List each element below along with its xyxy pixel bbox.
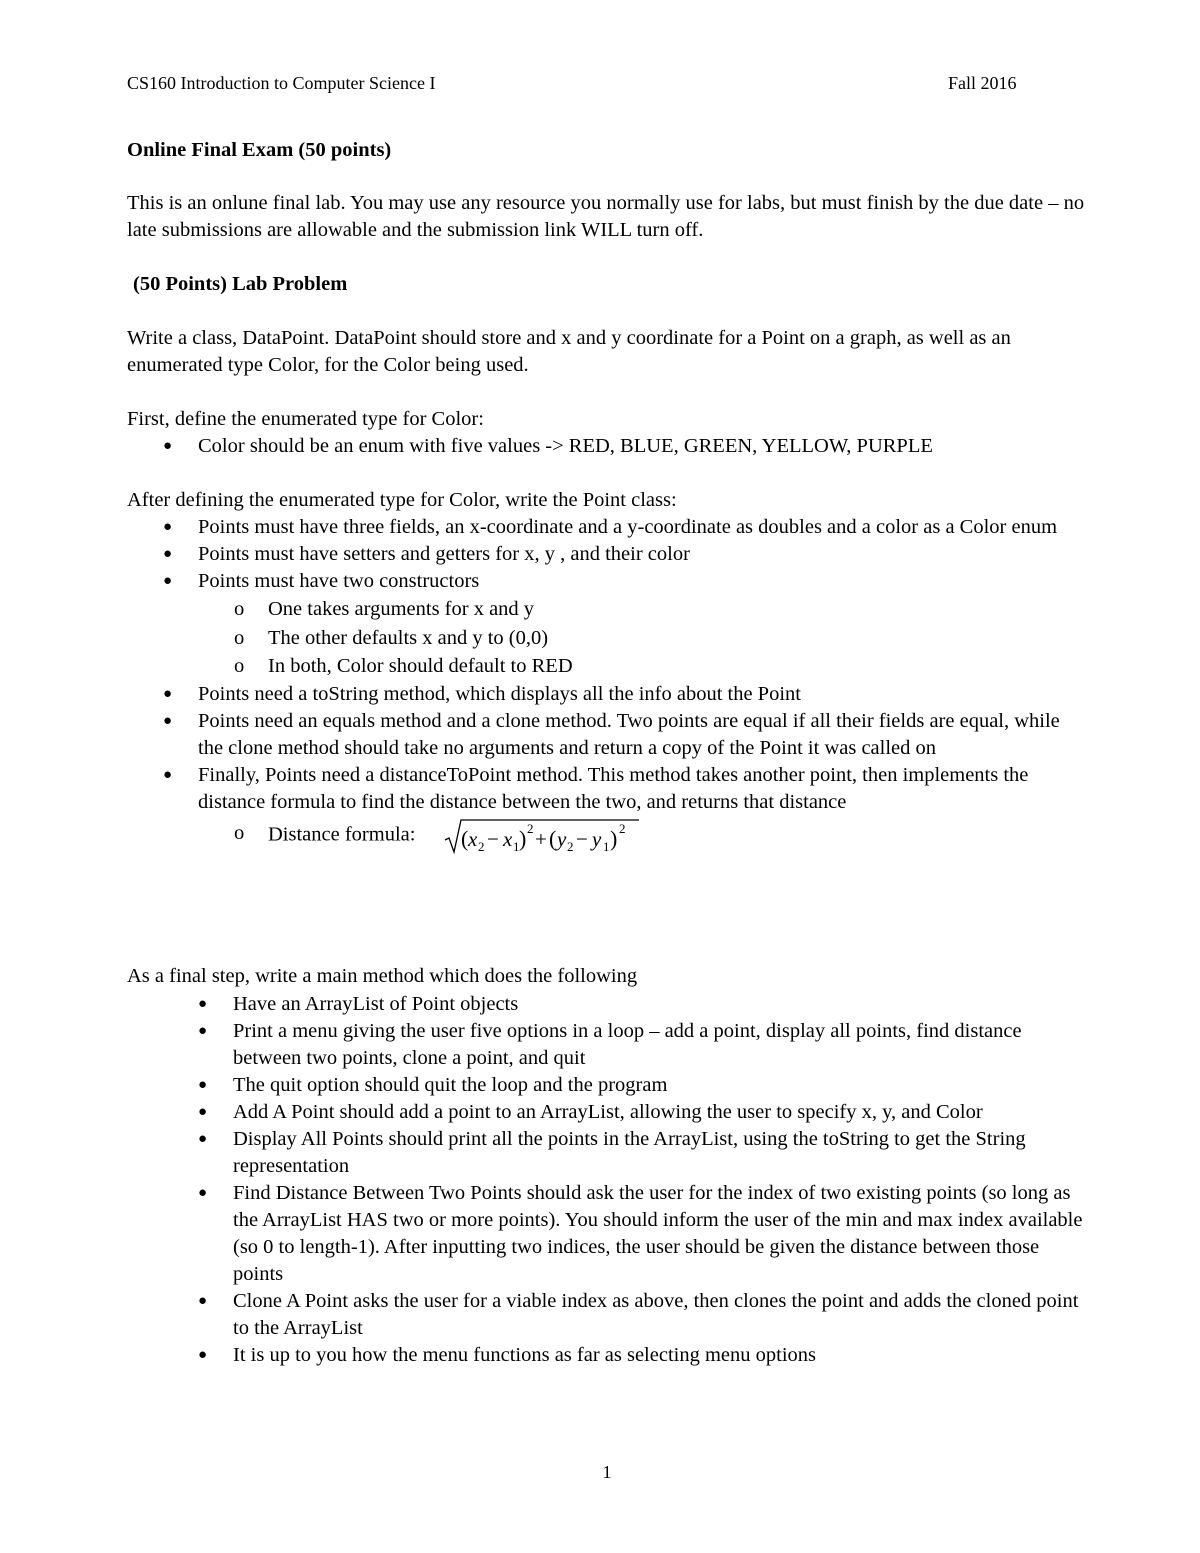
list-item: ● Points must have two constructors [127, 568, 1072, 595]
bullet-icon: ● [198, 1347, 208, 1363]
bullet-icon: ● [198, 1293, 208, 1309]
svg-text:1: 1 [602, 838, 610, 854]
point-requirements-list [127, 514, 1072, 856]
intro-paragraph: This is an onlune final lab. You may use any resource you normally use for labs, but must finish by the due date – no late submissions are allowable and the submission link WILL turn off. [127, 192, 1085, 241]
list-item: ● Display All Points should print all the points in the ArrayList, using the toString to get the String representation [198, 1128, 1026, 1177]
problem-description: Write a class, DataPoint. DataPoint should store and x and y coordinate for a Point on a graph, as well as an enumerated type Color, for the Color being used. [127, 327, 1011, 376]
svg-text:+: + [534, 826, 547, 851]
bullet-icon: ● [198, 1104, 208, 1120]
circle-bullet-icon: o [234, 598, 245, 620]
bullet-icon: ● [163, 766, 173, 783]
bullet-icon: ● [198, 1023, 208, 1039]
list-item: ● Points need an equals method and a clone method. Two points are equal if all their fields are equal, while the clone method should take no arguments and return a copy of the Point it was called on [163, 709, 1060, 759]
svg-text:2: 2 [477, 838, 485, 854]
section-title: (50 Points) Lab Problem [133, 273, 348, 295]
svg-text:x: x [467, 826, 477, 851]
list-item: ● Points must have three fields, an x-coordinate and a y-coordinate as doubles and a color as a Color enum [127, 514, 1072, 541]
svg-text:−: − [486, 826, 499, 851]
bullet-icon: ● [198, 1131, 208, 1147]
list-item: ● Print a menu giving the user five options in a loop – add a point, display all points, find distance between two points, clone a point, and quit [198, 1020, 1022, 1069]
list-item: ● The quit option should quit the loop and the program [127, 1072, 1092, 1099]
svg-text:y: y [556, 826, 566, 851]
bullet-icon: ● [163, 685, 173, 702]
bullet-icon: ● [163, 573, 173, 589]
svg-text:y: y [591, 826, 601, 851]
list-item: ● Clone A Point asks the user for a viable index as above, then clones the point and adds the cloned point to the ArrayList [198, 1290, 1079, 1339]
list-item: ● It is up to you how the menu functions as far as selecting menu options [127, 1342, 1092, 1369]
svg-text:x: x [502, 826, 512, 851]
main-requirements-list [127, 991, 1092, 1369]
bullet-icon: ● [198, 996, 208, 1012]
bullet-icon: ● [163, 712, 173, 729]
svg-text:2: 2 [618, 820, 626, 836]
formula-label: Distance formula: [268, 823, 416, 846]
circle-bullet-icon: o [234, 626, 245, 649]
bullet-icon: ● [163, 438, 173, 454]
enum-list [127, 433, 1097, 460]
list-item: ● Points need a toString method, which displays all the info about the Point [127, 681, 1072, 708]
svg-text:(: ( [460, 825, 468, 851]
svg-text:): ) [518, 825, 526, 851]
svg-text:): ) [609, 825, 617, 851]
circle-bullet-icon: o [234, 655, 245, 677]
sub-list-item [127, 816, 1072, 856]
sub-list-item: o In both, Color should default to RED [127, 652, 1072, 681]
exam-title: Online Final Exam (50 points) [127, 139, 392, 161]
svg-text:2: 2 [566, 838, 574, 854]
sub-list-item: o One takes arguments for x and y [127, 595, 1072, 624]
bullet-icon: ● [163, 546, 173, 562]
list-item: ● Add A Point should add a point to an ArrayList, allowing the user to specify x, y, and Color [127, 1099, 1092, 1126]
svg-text:2: 2 [526, 820, 534, 836]
distance-formula [443, 816, 643, 856]
bullet-icon: ● [198, 1185, 208, 1201]
sub-list-item: o The other defaults x and y to (0,0) [127, 624, 1072, 653]
list-item: ● Color should be an enum with five values -> RED, BLUE, GREEN, YELLOW, PURPLE [127, 433, 1097, 460]
svg-text:(: ( [548, 825, 556, 851]
list-item: ● Finally, Points need a distanceToPoint method. This method takes another point, then implements the distance formula to find the distance between the two, and returns that distance [163, 763, 1029, 813]
bullet-icon: ● [198, 1077, 208, 1093]
list-item: ● Find Distance Between Two Points should ask the user for the index of two existing points (so long as the ArrayList HAS two or more points). You should inform the user of the min and max index available (so 0 to length-1). After inputting two indices, the user should be given the distance between those points [198, 1182, 1083, 1285]
course-header: CS160 Introduction to Computer Science I [127, 73, 436, 93]
term-header: Fall 2016 [948, 73, 1017, 93]
circle-bullet-icon: o [234, 821, 245, 844]
page-number: 1 [602, 1462, 612, 1482]
enum-intro: First, define the enumerated type for Color: [127, 408, 484, 430]
svg-text:1: 1 [512, 838, 520, 854]
list-item: ● Have an ArrayList of Point objects [127, 991, 1092, 1018]
list-item: ● Points must have setters and getters for x, y , and their color [127, 541, 1072, 568]
svg-text:−: − [575, 826, 588, 851]
point-intro: After defining the enumerated type for Color, write the Point class: [127, 489, 677, 511]
bullet-icon: ● [163, 519, 173, 535]
main-intro: As a final step, write a main method which does the following [127, 965, 638, 987]
